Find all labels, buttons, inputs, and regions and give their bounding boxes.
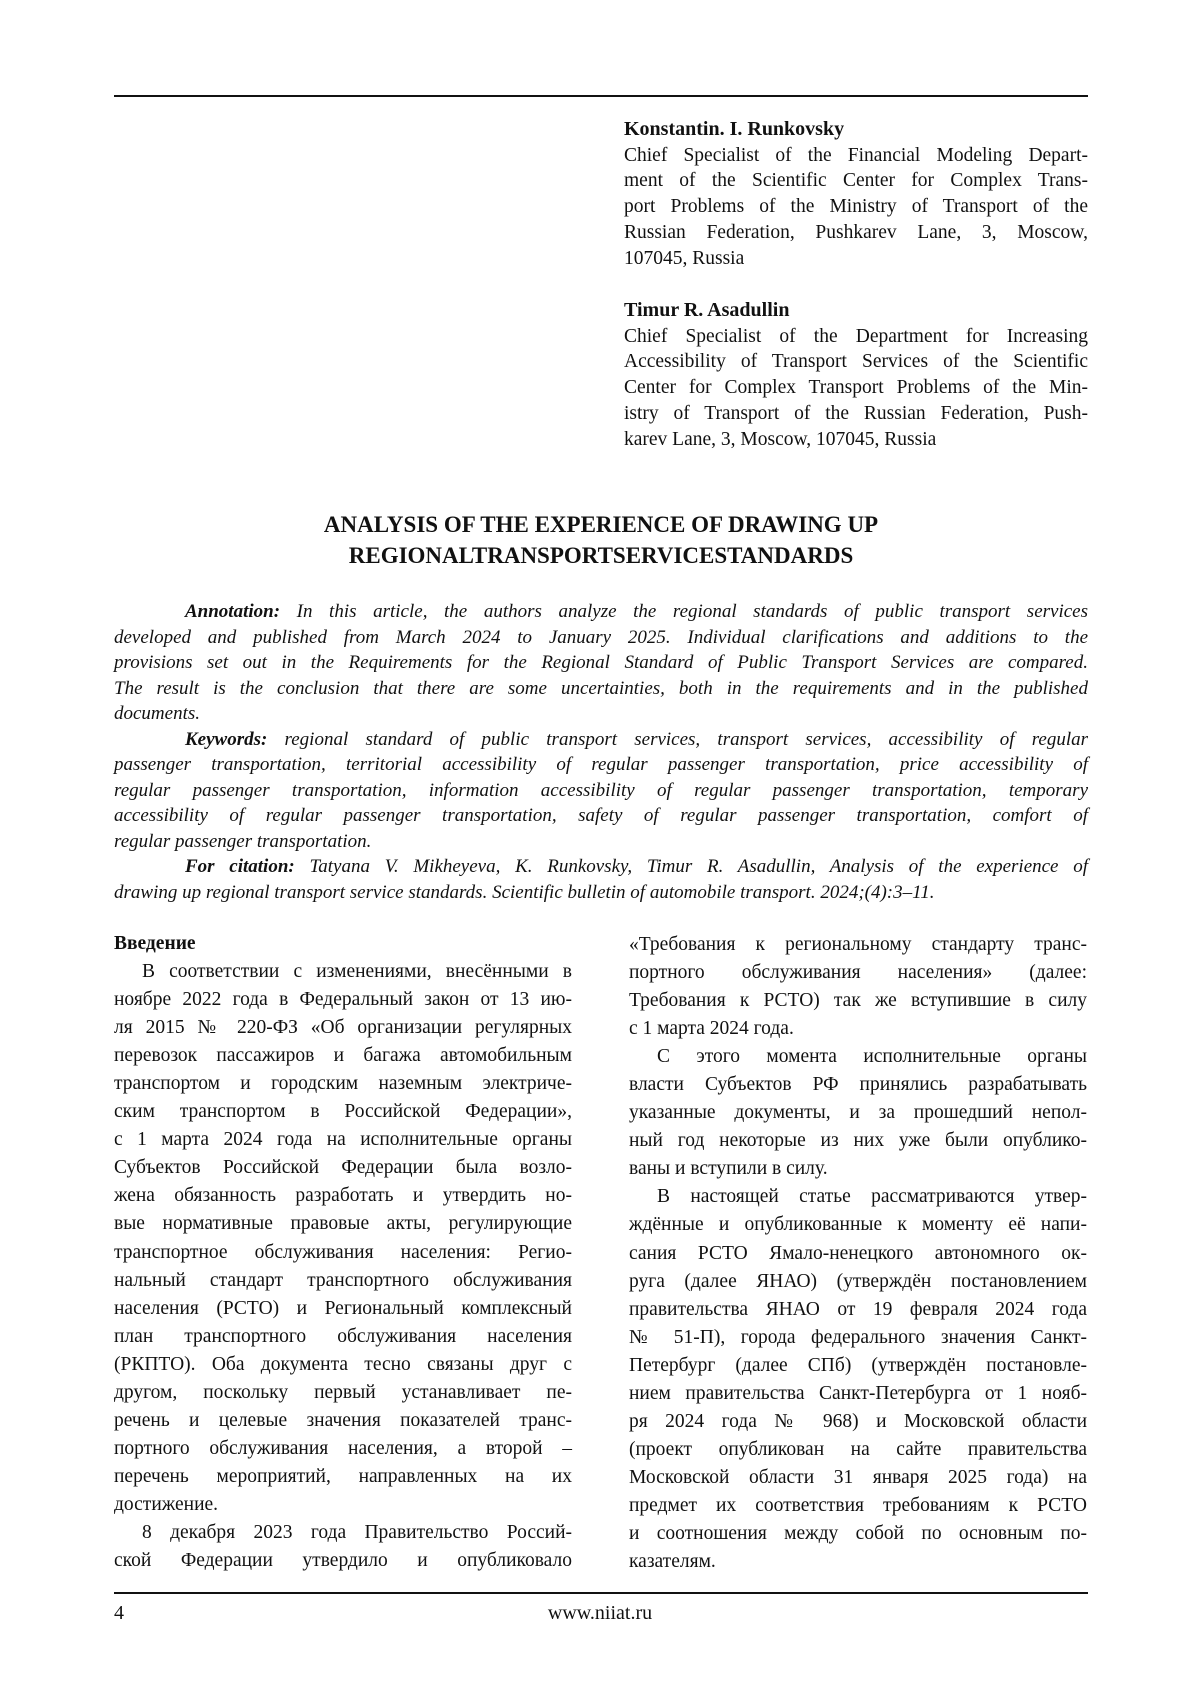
- author-affiliation-line: Center for Complex Transport Problems of the Min-: [624, 375, 1088, 401]
- keywords-label: Keywords:: [185, 729, 267, 750]
- paragraph-line: Субъектов Российской Федерации была возло-: [114, 1154, 572, 1182]
- paragraph-line: нием правительства Санкт-Петербурга от 1 нояб-: [629, 1380, 1087, 1408]
- paragraph-line: ря 2024 года № 968) и Московской области: [629, 1408, 1087, 1436]
- paragraph-line: перечень мероприятий, направленных на их: [114, 1463, 572, 1491]
- author-affiliation-line: Russian Federation, Pushkarev Lane, 3, Moscow,: [624, 220, 1088, 246]
- paragraph-line: руга (далее ЯНАО) (утверждён постановлением: [629, 1268, 1087, 1296]
- paragraph-line: № 51-П), города федерального значения Санкт-: [629, 1324, 1087, 1352]
- paragraph-line: Требования к РСТО) так же вступившие в силу: [629, 987, 1087, 1015]
- paragraph-line: ваны и вступили в силу.: [629, 1155, 1087, 1183]
- paragraph-line: сания РСТО Ямало-ненецкого автономного ок-: [629, 1240, 1087, 1268]
- keywords-text: regional standard of public transport services, transport services, accessibility of regular: [267, 729, 1088, 750]
- citation-line: drawing up regional transport service standards. Scientific bulletin of automobile transport. 2024;(4):3–11.: [114, 880, 1088, 906]
- article-title: [114, 509, 1088, 571]
- paragraph-line: С этого момента исполнительные органы: [629, 1043, 1087, 1071]
- citation-line: [114, 854, 1088, 880]
- keywords-line: [114, 727, 1088, 753]
- paragraph-line: ждённые и опубликованные к моменту её напи-: [629, 1211, 1087, 1239]
- header-rule: [114, 95, 1088, 97]
- author-affiliation-line: Chief Specialist of the Department for Increasing: [624, 324, 1088, 350]
- keywords-line: regular passenger transportation.: [114, 829, 1088, 855]
- body-column-right: [629, 931, 1087, 1576]
- author-affiliation-line: karev Lane, 3, Moscow, 107045, Russia: [624, 427, 1088, 453]
- paragraph-line: предмет их соответствия требованиям к РСТО: [629, 1492, 1087, 1520]
- annotation-line: provisions set out in the Requirements for the Regional Standard of Public Transport Services are compared.: [114, 650, 1088, 676]
- citation-label: For citation:: [185, 856, 295, 877]
- section-heading: Введение: [114, 930, 572, 958]
- paragraph-line: указанные документы, и за прошедший непол-: [629, 1099, 1087, 1127]
- paragraph-line: Петербург (далее СПб) (утверждён постановле-: [629, 1352, 1087, 1380]
- paragraph-line: и соотношения между собой по основным по-: [629, 1520, 1087, 1548]
- paragraph-line: 8 декабря 2023 года Правительство Россий-: [114, 1519, 572, 1547]
- paragraph-line: (РКПТО). Оба документа тесно связаны друг с: [114, 1351, 572, 1379]
- paragraph-line: ля 2015 № 220-ФЗ «Об организации регулярных: [114, 1014, 572, 1042]
- paragraph-line: ской Федерации утвердило и опубликовало: [114, 1547, 572, 1575]
- paragraph-line: с 1 марта 2024 года на исполнительные органы: [114, 1126, 572, 1154]
- paragraph-line: с 1 марта 2024 года.: [629, 1015, 1087, 1043]
- paragraph-line: достижение.: [114, 1491, 572, 1519]
- paragraph-line: другом, поскольку первый устанавливает пе-: [114, 1379, 572, 1407]
- paragraph-line: власти Субъектов РФ принялись разрабатывать: [629, 1071, 1087, 1099]
- paragraph-line: план транспортного обслуживания населения: [114, 1323, 572, 1351]
- paragraph-line: В настоящей статье рассматриваются утвер-: [629, 1183, 1087, 1211]
- keywords-line: accessibility of regular passenger transportation, safety of regular passenger transportation, comfort of: [114, 803, 1088, 829]
- annotation-line: The result is the conclusion that there are some uncertainties, both in the requirements and in the published: [114, 676, 1088, 702]
- annotation-text: In this article, the authors analyze the regional standards of public transport services: [280, 601, 1088, 622]
- paragraph-line: (проект опубликован на сайте правительства: [629, 1436, 1087, 1464]
- keywords-line: regular passenger transportation, information accessibility of regular passenger transportation, temporary: [114, 778, 1088, 804]
- annotation-line: developed and published from March 2024 to January 2025. Individual clarifications and additions to the: [114, 625, 1088, 651]
- paragraph-line: транспортное обслуживания населения: Регио-: [114, 1239, 572, 1267]
- author-block: [624, 117, 1088, 271]
- paragraph-line: портного обслуживания населения» (далее:: [629, 959, 1087, 987]
- paragraph-line: перевозок пассажиров и багажа автомобильным: [114, 1042, 572, 1070]
- annotation-line: [114, 599, 1088, 625]
- paragraph-line: ный год некоторые из них уже были опублико-: [629, 1127, 1087, 1155]
- author-affiliation-line: istry of Transport of the Russian Federation, Push-: [624, 401, 1088, 427]
- paragraph-line: казателям.: [629, 1548, 1087, 1576]
- abstract: [114, 599, 1088, 905]
- author-name: Konstantin. I. Runkovsky: [624, 117, 1088, 143]
- paragraph-line: ским транспортом в Российской Федерации»,: [114, 1098, 572, 1126]
- paragraph-line: правительства ЯНАО от 19 февраля 2024 года: [629, 1296, 1087, 1324]
- keywords-line: passenger transportation, territorial accessibility of regular passenger transportation, price accessibility of: [114, 752, 1088, 778]
- author-block: [624, 298, 1088, 452]
- footer-website: www.niiat.ru: [0, 1600, 1200, 1626]
- title-line: REGIONALTRANSPORTSERVICESTANDARDS: [114, 540, 1088, 571]
- paragraph-line: В соответствии с изменениями, внесёнными в: [114, 958, 572, 986]
- annotation-line: documents.: [114, 701, 1088, 727]
- paragraph-line: нальный стандарт транспортного обслуживания: [114, 1267, 572, 1295]
- author-name: Timur R. Asadullin: [624, 298, 1088, 324]
- title-line: ANALYSIS OF THE EXPERIENCE OF DRAWING UP: [114, 509, 1088, 540]
- author-affiliation-line: Accessibility of Transport Services of the Scientific: [624, 349, 1088, 375]
- author-affiliation-line: ment of the Scientific Center for Complex Trans-: [624, 168, 1088, 194]
- annotation-label: Annotation:: [185, 601, 280, 622]
- paragraph-line: населения (РСТО) и Региональный комплексный: [114, 1295, 572, 1323]
- paragraph-line: Московской области 31 января 2025 года) на: [629, 1464, 1087, 1492]
- paragraph-line: портного обслуживания населения, а второй –: [114, 1435, 572, 1463]
- paragraph-line: речень и целевые значения показателей транс-: [114, 1407, 572, 1435]
- paragraph-line: ноябре 2022 года в Федеральный закон от 13 ию-: [114, 986, 572, 1014]
- page-number: 4: [114, 1600, 124, 1626]
- author-affiliation-line: 107045, Russia: [624, 246, 1088, 272]
- paragraph-line: транспортом и городским наземным электриче-: [114, 1070, 572, 1098]
- paragraph-line: вые нормативные правовые акты, регулирующие: [114, 1210, 572, 1238]
- citation-text: Tatyana V. Mikheyeva, K. Runkovsky, Timur R. Asadullin, Analysis of the experience of: [295, 856, 1088, 877]
- footer-rule: [114, 1592, 1088, 1594]
- author-affiliation-line: Chief Specialist of the Financial Modeling Depart-: [624, 143, 1088, 169]
- author-affiliation-line: port Problems of the Ministry of Transport of the: [624, 194, 1088, 220]
- paragraph-line: «Требования к региональному стандарту транс-: [629, 931, 1087, 959]
- body-column-left: [114, 930, 572, 1575]
- paragraph-line: жена обязанность разработать и утвердить но-: [114, 1182, 572, 1210]
